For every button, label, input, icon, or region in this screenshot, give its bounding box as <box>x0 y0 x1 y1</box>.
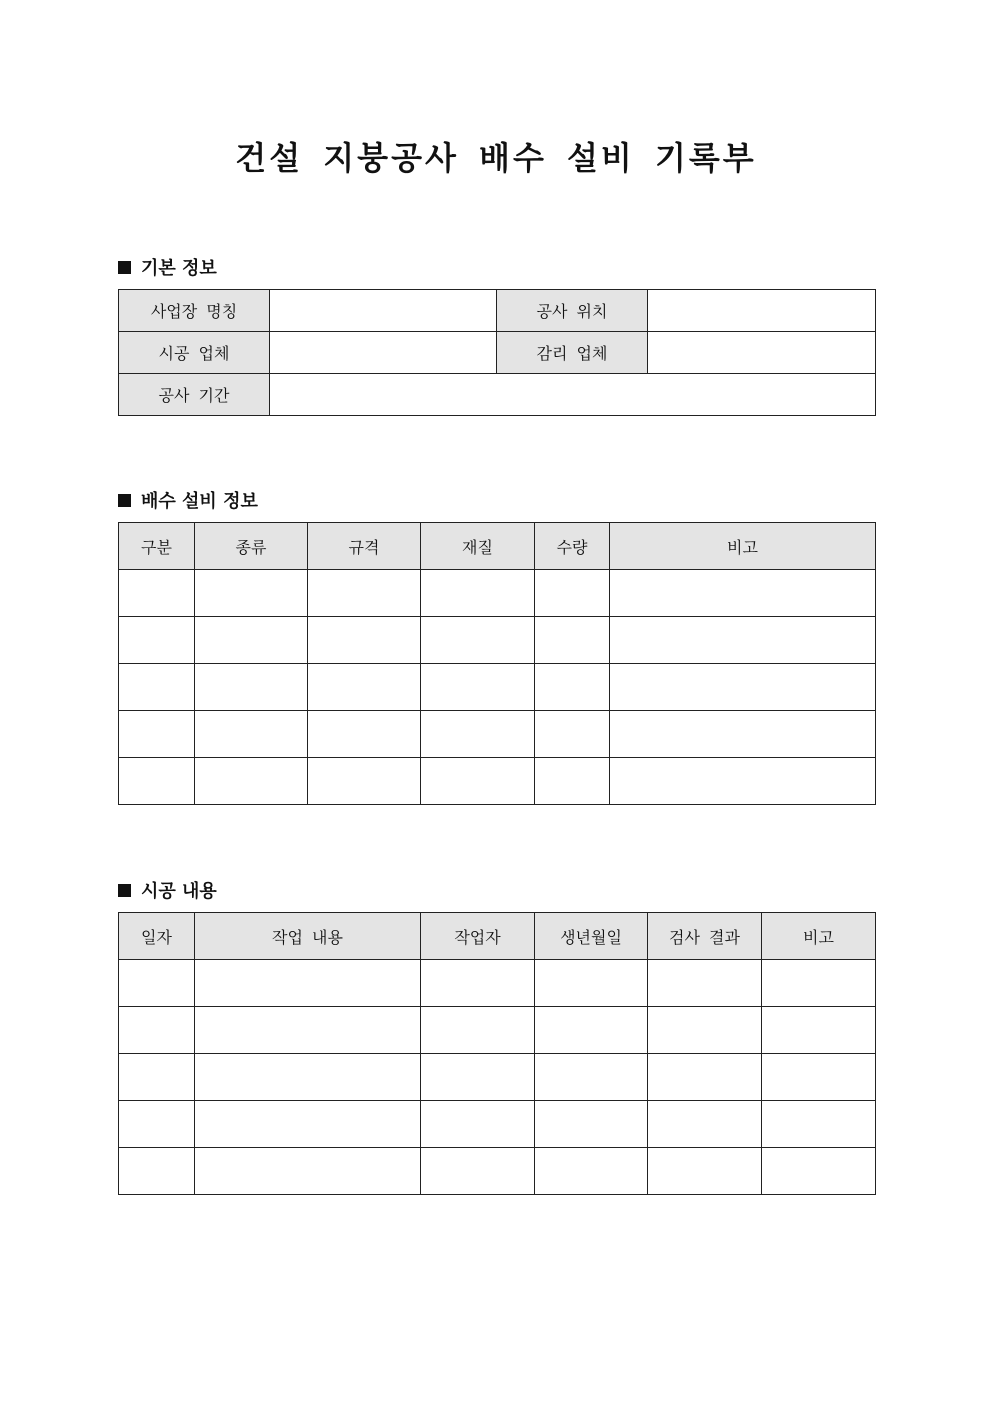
table-cell[interactable] <box>119 1148 195 1195</box>
drainage-table <box>118 522 876 805</box>
table-cell[interactable] <box>762 1148 876 1195</box>
section-basic-info-heading <box>118 254 217 280</box>
table-cell[interactable] <box>421 617 535 664</box>
table-cell[interactable] <box>195 1101 421 1148</box>
table-row <box>119 1148 876 1195</box>
column-header: 비고 <box>762 913 876 960</box>
column-header: 종류 <box>195 523 308 570</box>
table-row <box>119 758 876 805</box>
table-cell[interactable] <box>421 758 535 805</box>
table-cell[interactable] <box>195 711 308 758</box>
table-cell[interactable] <box>762 960 876 1007</box>
table-cell[interactable] <box>762 1007 876 1054</box>
table-cell[interactable] <box>119 1101 195 1148</box>
table-cell[interactable] <box>421 711 535 758</box>
table-cell[interactable] <box>610 711 876 758</box>
table-cell[interactable] <box>535 758 610 805</box>
table-cell[interactable] <box>535 711 610 758</box>
table-row <box>119 617 876 664</box>
table-cell[interactable] <box>308 711 421 758</box>
table-cell[interactable] <box>535 1007 648 1054</box>
document-title: 건설 지붕공사 배수 설비 기록부 <box>235 139 757 177</box>
label-location: 공사 위치 <box>497 290 648 332</box>
section-construction-heading <box>118 877 217 903</box>
table-cell[interactable] <box>648 1054 762 1101</box>
column-header: 수량 <box>535 523 610 570</box>
table-header-row <box>119 913 876 960</box>
column-header: 일자 <box>119 913 195 960</box>
column-header: 검사 결과 <box>648 913 762 960</box>
table-row <box>119 1101 876 1148</box>
table-cell[interactable] <box>610 570 876 617</box>
table-cell[interactable] <box>610 758 876 805</box>
table-row <box>119 1007 876 1054</box>
column-header: 생년월일 <box>535 913 648 960</box>
table-cell[interactable] <box>762 1101 876 1148</box>
table-cell[interactable] <box>195 570 308 617</box>
table-cell[interactable] <box>119 960 195 1007</box>
table-cell[interactable] <box>648 960 762 1007</box>
table-cell[interactable] <box>195 1007 421 1054</box>
table-cell[interactable] <box>195 664 308 711</box>
table-cell[interactable] <box>535 1101 648 1148</box>
table-cell[interactable] <box>535 1054 648 1101</box>
column-header: 작업자 <box>421 913 535 960</box>
table-cell[interactable] <box>195 960 421 1007</box>
site-name-field[interactable] <box>270 290 497 332</box>
table-cell[interactable] <box>195 1054 421 1101</box>
table-row <box>119 711 876 758</box>
column-header: 재질 <box>421 523 535 570</box>
table-cell[interactable] <box>610 664 876 711</box>
section-title-basic-info: 기본 정보 <box>141 258 217 279</box>
table-cell[interactable] <box>119 758 195 805</box>
table-cell[interactable] <box>535 617 610 664</box>
table-cell[interactable] <box>762 1054 876 1101</box>
table-cell[interactable] <box>535 570 610 617</box>
column-header: 비고 <box>610 523 876 570</box>
table-cell[interactable] <box>119 711 195 758</box>
table-cell[interactable] <box>421 1101 535 1148</box>
table-cell[interactable] <box>648 1148 762 1195</box>
table-cell[interactable] <box>610 617 876 664</box>
column-header: 규격 <box>308 523 421 570</box>
column-header: 작업 내용 <box>195 913 421 960</box>
construction-table <box>118 912 876 1195</box>
square-bullet-icon <box>118 884 131 897</box>
table-row <box>119 960 876 1007</box>
table-row <box>119 570 876 617</box>
section-title-drainage: 배수 설비 정보 <box>141 491 258 512</box>
table-row <box>119 290 876 332</box>
table-cell[interactable] <box>119 617 195 664</box>
table-cell[interactable] <box>421 1007 535 1054</box>
table-row <box>119 332 876 374</box>
table-cell[interactable] <box>119 570 195 617</box>
table-cell[interactable] <box>119 1007 195 1054</box>
table-row <box>119 1054 876 1101</box>
column-header: 구분 <box>119 523 195 570</box>
location-field[interactable] <box>648 290 876 332</box>
table-row <box>119 664 876 711</box>
table-cell[interactable] <box>421 1148 535 1195</box>
table-header-row <box>119 523 876 570</box>
table-cell[interactable] <box>308 617 421 664</box>
table-row <box>119 374 876 416</box>
label-site-name: 사업장 명칭 <box>119 290 270 332</box>
section-title-construction: 시공 내용 <box>141 881 217 902</box>
table-cell[interactable] <box>119 664 195 711</box>
table-cell[interactable] <box>195 1148 421 1195</box>
square-bullet-icon <box>118 261 131 274</box>
label-period: 공사 기간 <box>119 374 270 416</box>
table-cell[interactable] <box>195 617 308 664</box>
table-cell[interactable] <box>421 1054 535 1101</box>
table-cell[interactable] <box>421 664 535 711</box>
contractor-field[interactable] <box>270 332 497 374</box>
table-cell[interactable] <box>648 1101 762 1148</box>
basic-info-table <box>118 289 876 416</box>
label-supervisor: 감리 업체 <box>497 332 648 374</box>
table-cell[interactable] <box>421 960 535 1007</box>
table-cell[interactable] <box>195 758 308 805</box>
table-cell[interactable] <box>421 570 535 617</box>
label-contractor: 시공 업체 <box>119 332 270 374</box>
table-cell[interactable] <box>119 1054 195 1101</box>
section-drainage-heading <box>118 487 258 513</box>
table-cell[interactable] <box>648 1007 762 1054</box>
table-cell[interactable] <box>535 664 610 711</box>
table-cell[interactable] <box>308 758 421 805</box>
table-cell[interactable] <box>308 570 421 617</box>
square-bullet-icon <box>118 494 131 507</box>
period-field[interactable] <box>270 374 876 416</box>
supervisor-field[interactable] <box>648 332 876 374</box>
table-cell[interactable] <box>308 664 421 711</box>
table-cell[interactable] <box>535 960 648 1007</box>
table-cell[interactable] <box>535 1148 648 1195</box>
